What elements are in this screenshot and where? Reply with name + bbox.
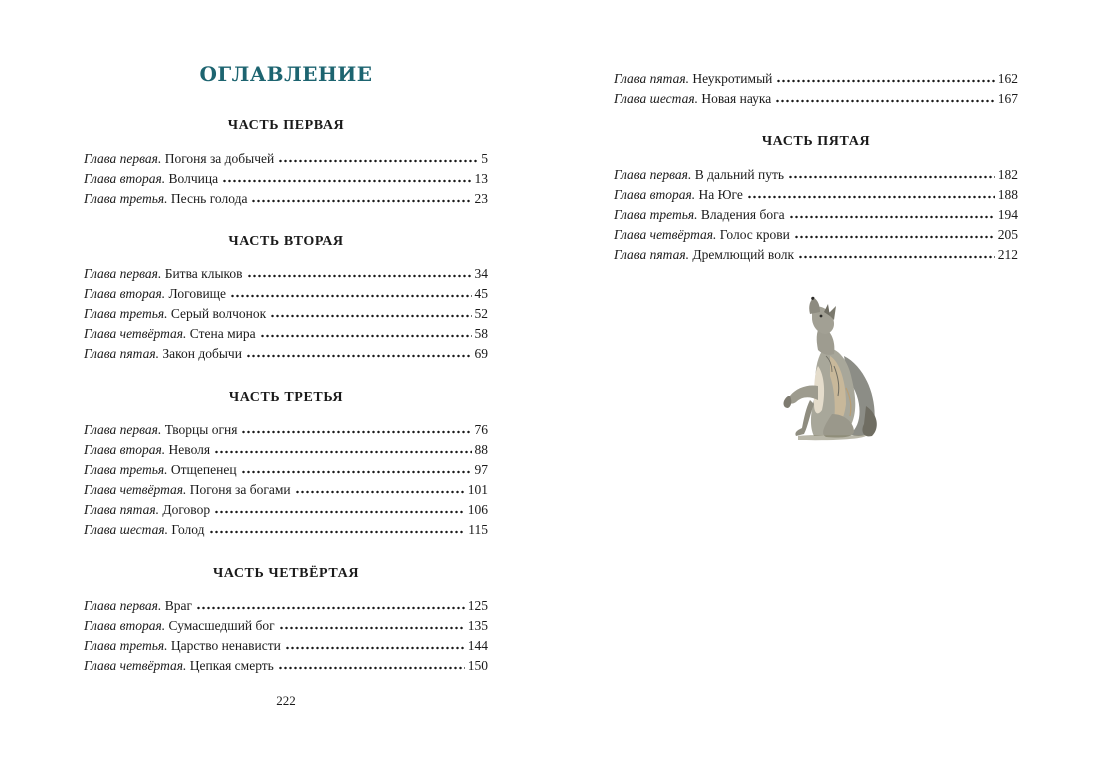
chapter-label: Глава пятая. bbox=[614, 71, 689, 86]
chapter-title: Неволя bbox=[168, 442, 211, 457]
page-ref: 194 bbox=[997, 207, 1018, 222]
chapter-title: Творцы огня bbox=[164, 422, 238, 437]
page-ref: 115 bbox=[468, 522, 488, 537]
chapter-title: Сумасшедший бог bbox=[168, 618, 275, 633]
dot-leader bbox=[278, 159, 478, 163]
page-ref: 205 bbox=[997, 227, 1018, 242]
chapter-label: Глава первая. bbox=[84, 151, 162, 166]
page-ref: 76 bbox=[474, 422, 488, 437]
toc-entry[interactable] bbox=[84, 597, 488, 615]
chapter-title: Логовище bbox=[168, 286, 227, 301]
page-ref: 106 bbox=[467, 502, 488, 517]
chapter-label: Глава первая. bbox=[614, 167, 692, 182]
toc-entry[interactable] bbox=[84, 285, 488, 303]
chapter-label: Глава вторая. bbox=[84, 442, 166, 457]
chapter-title: Стена мира bbox=[189, 326, 256, 341]
chapter-title: Голос крови bbox=[719, 227, 790, 242]
page-ref: 45 bbox=[474, 286, 488, 301]
chapter-label: Глава третья. bbox=[84, 638, 168, 653]
chapter-title: Закон добычи bbox=[162, 346, 242, 361]
page-ref: 101 bbox=[467, 482, 488, 497]
dot-leader bbox=[214, 450, 471, 454]
toc-entry[interactable] bbox=[84, 325, 488, 343]
chapter-title: Неукротимый bbox=[692, 71, 773, 86]
part-heading: ЧАСТЬ ЧЕТВЁРТАЯ bbox=[212, 566, 360, 581]
dot-leader bbox=[776, 79, 994, 83]
page-ref: 182 bbox=[997, 167, 1018, 182]
page-ref: 23 bbox=[474, 191, 488, 206]
toc-entry[interactable] bbox=[84, 421, 488, 439]
toc-entry[interactable] bbox=[84, 170, 488, 188]
toc-entry[interactable] bbox=[84, 501, 488, 519]
chapter-label: Глава пятая. bbox=[614, 247, 689, 262]
toc-entry[interactable] bbox=[614, 226, 1018, 244]
page-ref: 52 bbox=[474, 306, 488, 321]
page-ref: 13 bbox=[474, 171, 488, 186]
dot-leader bbox=[222, 179, 471, 183]
chapter-label: Глава пятая. bbox=[84, 502, 159, 517]
toc-entry[interactable] bbox=[84, 637, 488, 655]
chapter-title: Новая наука bbox=[701, 91, 772, 106]
page-ref: 167 bbox=[997, 91, 1018, 106]
chapter-label: Глава вторая. bbox=[84, 286, 166, 301]
page-ref: 34 bbox=[474, 266, 488, 281]
chapter-label: Глава пятая. bbox=[84, 346, 159, 361]
howling-wolf-illustration bbox=[774, 296, 884, 442]
chapter-label: Глава четвёртая. bbox=[614, 227, 717, 242]
toc-entry[interactable] bbox=[614, 186, 1018, 204]
chapter-title: Царство ненависти bbox=[170, 638, 281, 653]
toc-entry[interactable] bbox=[84, 150, 488, 168]
dot-leader bbox=[247, 274, 472, 278]
toc-entry[interactable] bbox=[84, 617, 488, 635]
chapter-label: Глава шестая. bbox=[614, 91, 698, 106]
dot-leader bbox=[285, 646, 465, 650]
toc-entry[interactable] bbox=[84, 265, 488, 283]
part-heading: ЧАСТЬ ПЕРВАЯ bbox=[227, 118, 345, 133]
toc-entry[interactable] bbox=[614, 206, 1018, 224]
chapter-label: Глава третья. bbox=[84, 462, 168, 477]
chapter-title: Погоня за добычей bbox=[164, 151, 275, 166]
chapter-label: Глава вторая. bbox=[614, 187, 696, 202]
dot-leader bbox=[251, 199, 471, 203]
page-ref: 212 bbox=[997, 247, 1018, 262]
toc-entry[interactable] bbox=[84, 461, 488, 479]
chapter-label: Глава вторая. bbox=[84, 618, 166, 633]
dot-leader bbox=[295, 490, 465, 494]
chapter-label: Глава четвёртая. bbox=[84, 658, 187, 673]
toc-entry[interactable] bbox=[84, 441, 488, 459]
page-ref: 69 bbox=[474, 346, 488, 361]
chapter-title: В дальний путь bbox=[694, 167, 785, 182]
part-heading: ЧАСТЬ ТРЕТЬЯ bbox=[228, 390, 344, 405]
dot-leader bbox=[241, 470, 472, 474]
dot-leader bbox=[279, 626, 465, 630]
dot-leader bbox=[270, 314, 471, 318]
page-ref: 188 bbox=[997, 187, 1018, 202]
dot-leader bbox=[789, 215, 995, 219]
chapter-title: Серый волчонок bbox=[170, 306, 267, 321]
toc-entry[interactable] bbox=[84, 657, 488, 675]
chapter-title: На Юге bbox=[698, 187, 743, 202]
chapter-title: Волчица bbox=[168, 171, 219, 186]
dot-leader bbox=[230, 294, 471, 298]
chapter-label: Глава шестая. bbox=[84, 522, 168, 537]
page-ref: 5 bbox=[481, 151, 488, 166]
page-ref: 97 bbox=[474, 462, 488, 477]
chapter-title: Песнь голода bbox=[170, 191, 248, 206]
chapter-label: Глава первая. bbox=[84, 422, 162, 437]
chapter-label: Глава первая. bbox=[84, 266, 162, 281]
dot-leader bbox=[775, 99, 995, 103]
toc-entry[interactable] bbox=[84, 521, 488, 539]
chapter-title: Отщепенец bbox=[170, 462, 237, 477]
chapter-title: Погоня за богами bbox=[189, 482, 291, 497]
dot-leader bbox=[196, 606, 465, 610]
dot-leader bbox=[209, 530, 466, 534]
page-ref: 135 bbox=[467, 618, 488, 633]
page-ref: 58 bbox=[474, 326, 488, 341]
dot-leader bbox=[246, 354, 472, 358]
chapter-title: Дремлющий волк bbox=[692, 247, 795, 262]
dot-leader bbox=[747, 195, 995, 199]
dot-leader bbox=[798, 255, 995, 259]
chapter-label: Глава первая. bbox=[84, 598, 162, 613]
chapter-title: Цепкая смерть bbox=[189, 658, 274, 673]
page-number: 222 bbox=[276, 693, 296, 708]
dot-leader bbox=[241, 430, 471, 434]
chapter-title: Договор bbox=[162, 502, 211, 517]
part-heading: ЧАСТЬ ВТОРАЯ bbox=[228, 234, 344, 249]
page-ref: 162 bbox=[997, 71, 1018, 86]
dot-leader bbox=[794, 235, 995, 239]
page-ref: 144 bbox=[467, 638, 488, 653]
part-heading: ЧАСТЬ ПЯТАЯ bbox=[761, 134, 871, 149]
page-ref: 88 bbox=[474, 442, 488, 457]
chapter-label: Глава третья. bbox=[84, 306, 168, 321]
toc-entry[interactable] bbox=[84, 305, 488, 323]
toc-entry[interactable] bbox=[614, 90, 1018, 108]
dot-leader bbox=[260, 334, 472, 338]
dot-leader bbox=[278, 666, 465, 670]
page-ref: 150 bbox=[467, 658, 488, 673]
toc-entry[interactable] bbox=[614, 166, 1018, 184]
chapter-label: Глава вторая. bbox=[84, 171, 166, 186]
page-ref: 125 bbox=[467, 598, 488, 613]
toc-entry[interactable] bbox=[84, 190, 488, 208]
chapter-title: Враг bbox=[164, 598, 192, 613]
chapter-label: Глава третья. bbox=[614, 207, 698, 222]
toc-title: ОГЛАВЛЕНИЕ bbox=[199, 62, 373, 86]
dot-leader bbox=[788, 175, 995, 179]
chapter-title: Голод bbox=[171, 522, 205, 537]
chapter-label: Глава третья. bbox=[84, 191, 168, 206]
toc-entry[interactable] bbox=[84, 481, 488, 499]
toc-entry[interactable] bbox=[84, 345, 488, 363]
chapter-title: Владения бога bbox=[700, 207, 785, 222]
toc-entry[interactable] bbox=[614, 70, 1018, 88]
chapter-label: Глава четвёртая. bbox=[84, 482, 187, 497]
chapter-label: Глава четвёртая. bbox=[84, 326, 187, 341]
toc-entry[interactable] bbox=[614, 246, 1018, 264]
dot-leader bbox=[214, 510, 465, 514]
chapter-title: Битва клыков bbox=[164, 266, 243, 281]
